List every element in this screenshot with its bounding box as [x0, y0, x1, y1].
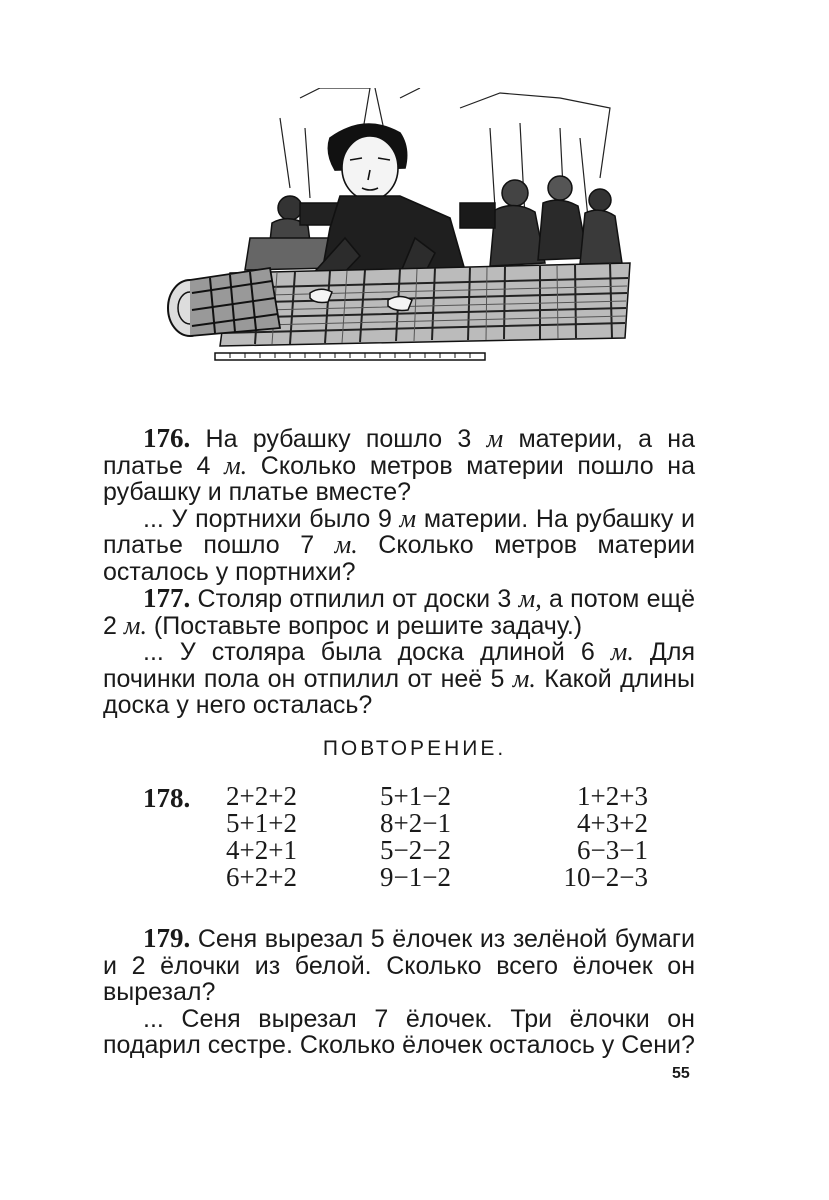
- expression: 6+2+2: [226, 862, 297, 892]
- problem-number: 176.: [143, 423, 191, 453]
- problem-179-followup: ... Сеня вырезал 7 ёлочек. Три ёлочки он подарил сестре. Сколько ёлочек осталось у Сени?: [103, 1004, 695, 1059]
- section-title: ПОВТОРЕНИЕ.: [322, 737, 507, 760]
- expression: 5+1+2: [226, 808, 297, 838]
- problem-176: 176. На рубашку пошло 3 м материи, а на платье 4 м. Сколько метров материи пошло на рубашку и платье вместе?: [103, 423, 695, 506]
- expression-column-1: [226, 783, 297, 891]
- problem-179-block: [103, 925, 695, 1059]
- expression: 6−3−1: [577, 835, 648, 865]
- expression: 8+2−1: [380, 808, 451, 838]
- problem-number: 179.: [143, 923, 191, 953]
- seamstress-illustration: [160, 88, 640, 368]
- expression-column-2: [380, 783, 451, 891]
- page-number: 55: [672, 1065, 690, 1082]
- expression: 5−2−2: [380, 835, 451, 865]
- expression: 5+1−2: [380, 781, 451, 811]
- exercise-number: 178.: [143, 783, 191, 813]
- expression: 9−1−2: [380, 862, 451, 892]
- expression-column-3: [540, 783, 648, 891]
- expression: 4+3+2: [577, 808, 648, 838]
- problem-176-followup: ... У портнихи было 9 м материи. На рубашку и платье пошло 7 м. Сколько метров материи осталось у портнихи?: [103, 503, 696, 586]
- expression: 4+2+1: [226, 835, 297, 865]
- problems-176-177: [103, 425, 695, 719]
- problem-number: 177.: [143, 583, 191, 613]
- expression: 1+2+3: [577, 781, 648, 811]
- problem-177: 177. Столяр отпилил от доски 3 м, а потом ещё 2 м. (Поставьте вопрос и решите задачу.): [103, 583, 695, 640]
- expression: 10−2−3: [563, 862, 648, 892]
- expression: 2+2+2: [226, 781, 297, 811]
- problem-179: 179. Сеня вырезал 5 ёлочек из зелёной бумаги и 2 ёлочки из белой. Сколько всего ёлочек он вырезал?: [103, 923, 695, 1006]
- problem-177-followup: ... У столяра была доска длиной 6 м. Для починки пола он отпилил от неё 5 м. Какой длины доска у него осталась?: [103, 637, 695, 719]
